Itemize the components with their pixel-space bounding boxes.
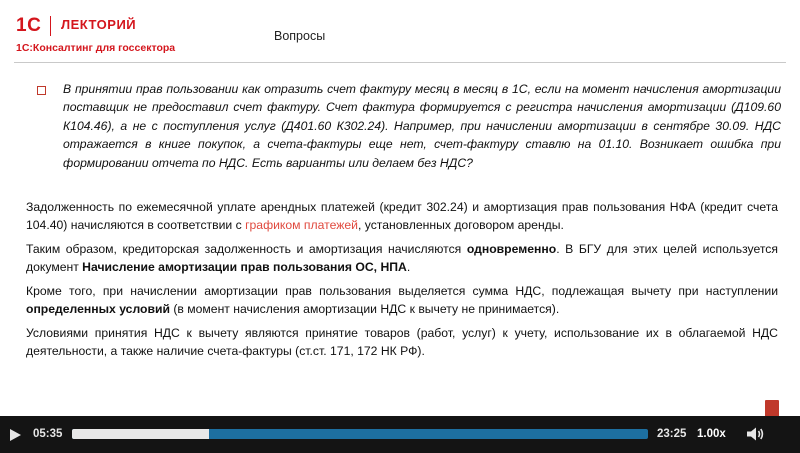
brand-title: ЛЕКТОРИЙ (61, 17, 137, 32)
p2-text-a: Таким образом, кредиторская задолженность и амортизация начисляются (26, 242, 467, 256)
paragraph-2 (26, 240, 778, 277)
payment-schedule-link: графиком платежей (245, 218, 358, 233)
paragraph-4: Условиями принятия НДС к вычету являются принятие товаров (работ, услуг) к учету, использование их в облагаемой НДС деятельности, а также наличие счета-фактуры (ст.ст. 171, 172 НК РФ). (26, 326, 778, 359)
p2-bold-document: Начисление амортизации прав пользования ОС, НПА (82, 260, 407, 275)
playback-speed-button[interactable]: 1.00x (697, 428, 726, 440)
p1-text-a: Задолженность по ежемесячной уплате арендных платежей (кредит 302.24) и амортизация прав пользования НФА (кредит счета 104.40) начисляются в соответствии с (26, 200, 778, 233)
paragraph-3 (26, 282, 778, 319)
square-bullet-icon (37, 86, 46, 95)
p3-text-b: (в момент начисления амортизации НДС к вычету не принимается). (169, 302, 560, 317)
1c-logo (16, 16, 40, 36)
brand-subtitle: 1С:Консалтинг для госсектора (16, 42, 176, 54)
seek-bar-played[interactable] (72, 429, 209, 439)
p2-bold-simultaneously: одновременно (466, 242, 557, 256)
video-player-controls (0, 416, 800, 453)
p2-text-b: . В БГУ для этих целей используется документ (26, 242, 778, 275)
logo-mark-1: 1 (16, 15, 27, 36)
logo-divider (50, 16, 51, 36)
current-time: 05:35 (33, 428, 63, 440)
p3-text-a: Кроме того, при начислении амортизации прав пользования выделяется сумма НДС, подлежащая вычету при наступлении (26, 284, 778, 298)
total-time: 23:25 (657, 428, 687, 440)
logo-mark-2: С (27, 15, 41, 36)
header-divider (14, 62, 786, 63)
p1-text-b: , установленных договором аренды. (357, 218, 564, 233)
slide-title: Вопросы (274, 29, 326, 43)
question-text: В принятии прав пользовании как отразить счет фактуру месяц в месяц в 1С, если на момент начисления амортизации поставщик не предоставил счет фактуру. Счет фактура формируется с регистра начисления амортизации (Д109.60 К104.46), а не с поступления услуг (Д401.60 К302.24). Например, при начислении амортизации в сентябре 30.09. НДС отражается в книге покупок, а счета-фактуры еще нет, счет-фактуру ставлю на 01.10. Возникает ошибка при формировании отчета по НДС. Есть варианты или делаем без НДС? (63, 82, 781, 170)
paragraph-1 (26, 198, 778, 235)
p3-bold-conditions: определенных условий (26, 302, 170, 317)
play-icon[interactable] (10, 429, 21, 441)
p2-text-c: . (406, 260, 411, 275)
volume-icon[interactable] (747, 427, 765, 441)
